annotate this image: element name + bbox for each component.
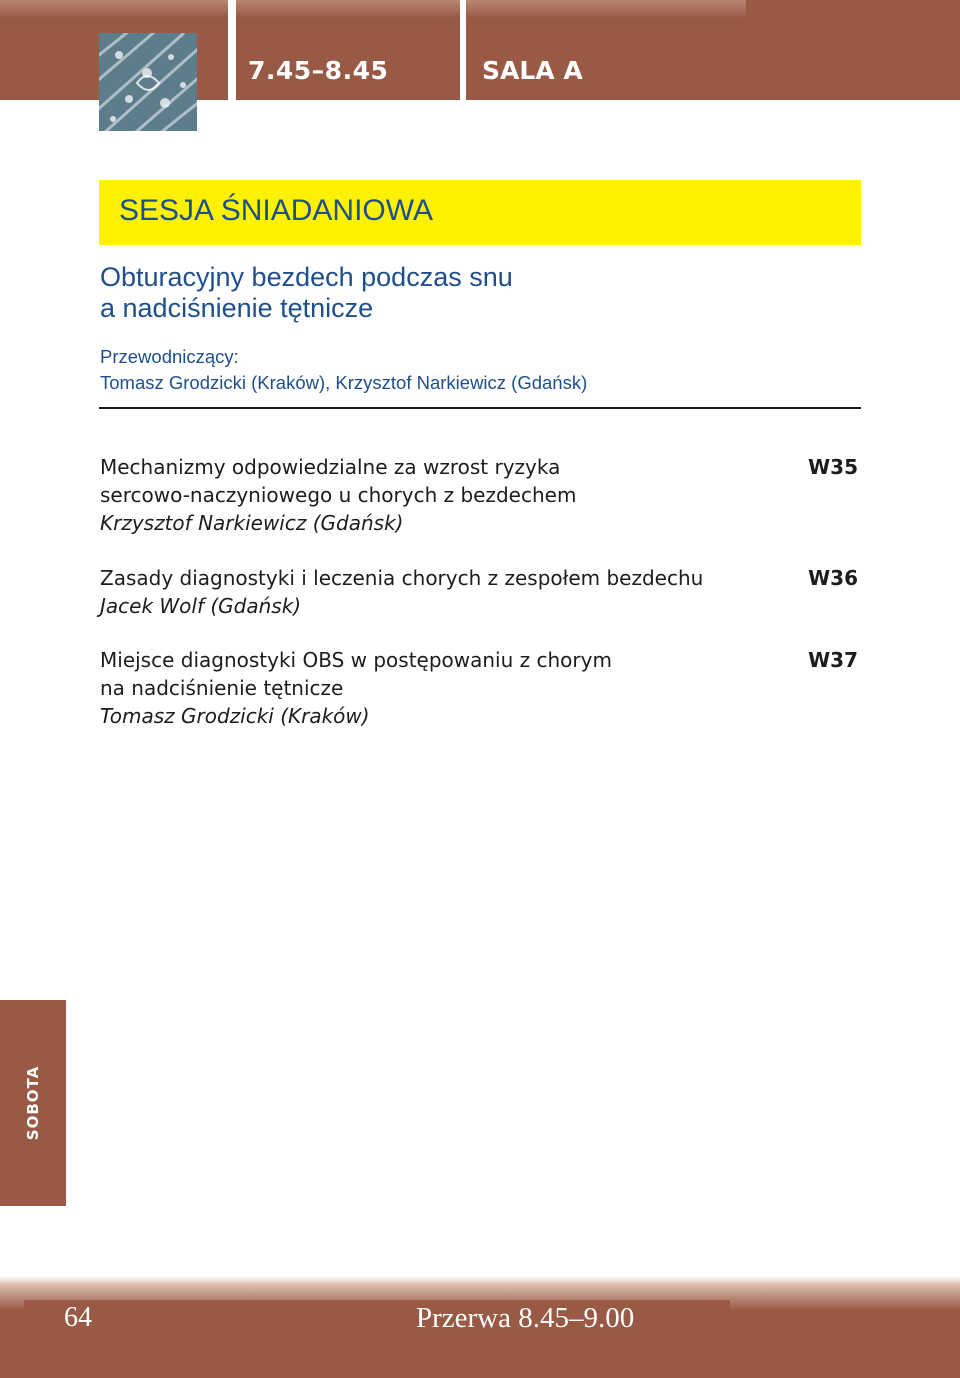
chair-label: Przewodniczący: (100, 346, 239, 367)
day-tab-label: SOBOTA (24, 1065, 42, 1141)
talk-code: W35 (808, 455, 858, 479)
session-title-line: a nadciśnienie tętnicze (100, 293, 374, 323)
session-room: SALA A (482, 56, 583, 85)
session-time: 7.45–8.45 (248, 56, 389, 85)
session-chairs (100, 344, 587, 396)
session-title-line: Obturacyjny bezdech podczas snu (100, 262, 513, 292)
talk-item (100, 564, 860, 620)
session-banner (99, 180, 861, 245)
talk-code: W37 (808, 648, 858, 672)
talk-speaker: Krzysztof Narkiewicz (Gdańsk) (100, 511, 404, 535)
talk-speaker: Jacek Wolf (Gdańsk) (100, 594, 302, 618)
session-title (100, 262, 800, 324)
talk-title: Mechanizmy odpowiedzialne za wzrost ryzyka sercowo-naczyniowego u chorych z bezdechem (100, 455, 577, 507)
divider (99, 407, 861, 409)
page-number: 64 (64, 1302, 92, 1333)
talk-item (100, 453, 860, 537)
day-tab (0, 1000, 66, 1206)
talk-code: W36 (808, 566, 858, 590)
session-name: SESJA ŚNIADANIOWA (119, 194, 433, 227)
talk-title: Zasady diagnostyki i leczenia chorych z zespołem bezdechu (100, 566, 704, 590)
talk-item (100, 646, 860, 730)
talk-title: Miejsce diagnostyki OBS w postępowaniu z chorym na nadciśnienie tętnicze (100, 648, 612, 700)
talk-speaker: Tomasz Grodzicki (Kraków) (100, 704, 370, 728)
chair-names: Tomasz Grodzicki (Kraków), Krzysztof Narkiewicz (Gdańsk) (100, 372, 588, 393)
break-label: Przerwa 8.45–9.00 (416, 1302, 635, 1334)
conference-logo-icon (99, 33, 197, 131)
